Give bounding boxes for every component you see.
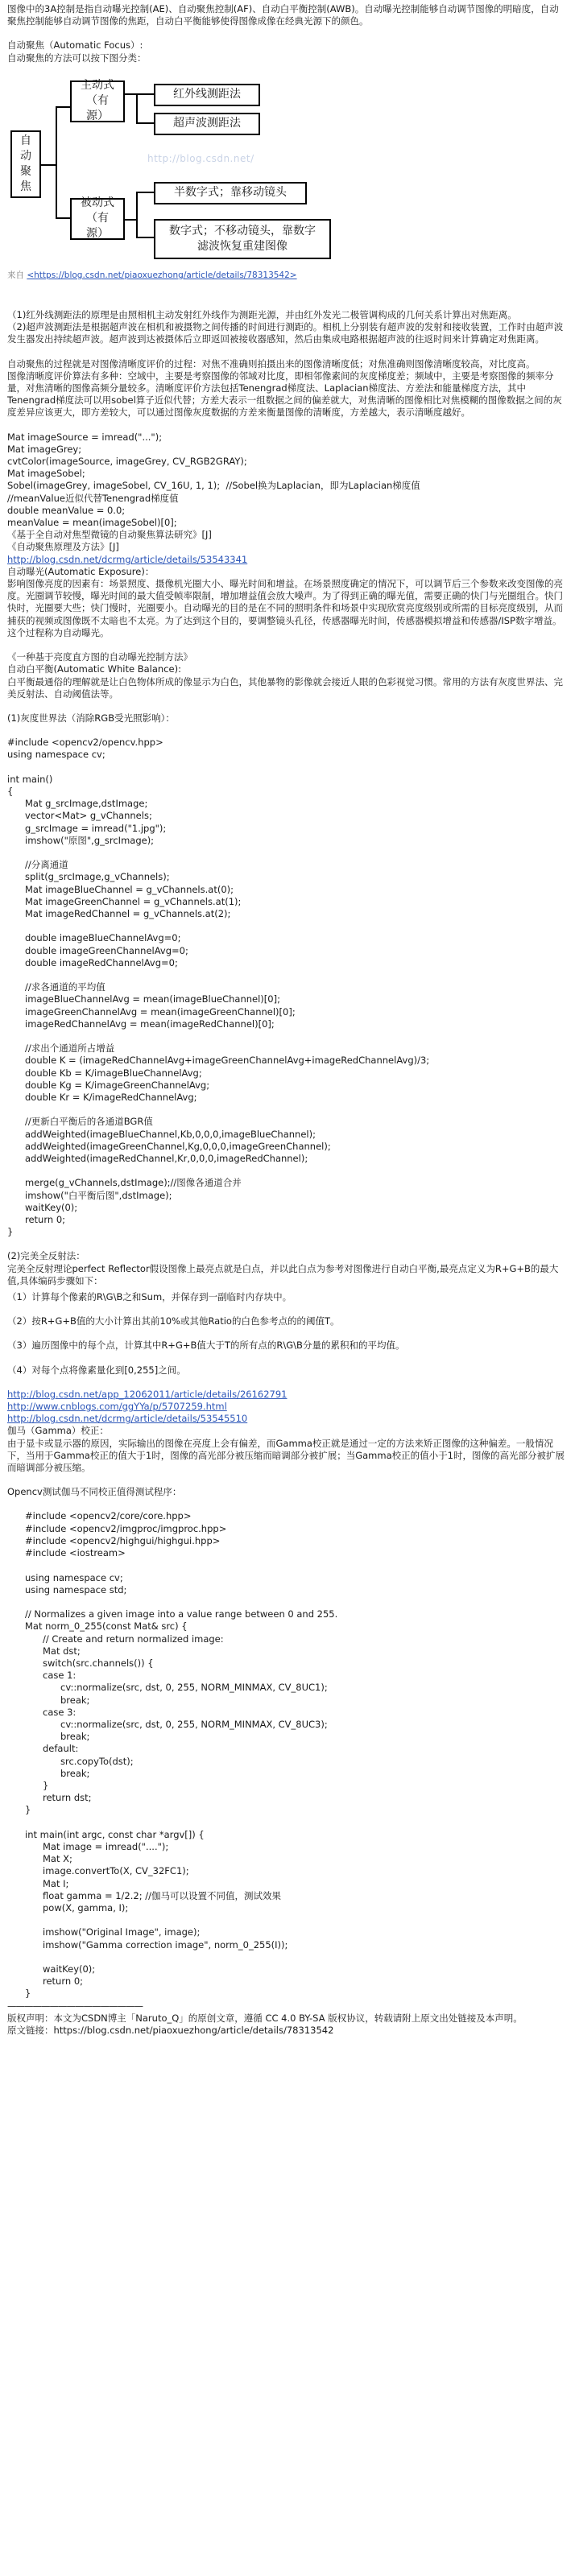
code-line <box>7 1914 568 1926</box>
reference-link[interactable]: http://www.cnblogs.com/ggYYa/p/5707259.html <box>7 1401 227 1413</box>
code-line <box>7 969 568 981</box>
intro-paragraph: 图像中的3A控制是指自动曝光控制(AE)、自动聚焦控制(AF)、自动白平衡控制(AWB)。自动曝光控制能够自动调节图像的明暗度，自动聚焦控制能够自动调节图像的焦距，自动白平衡能够使得图像成像在经典光源下的颜色。 <box>7 3 559 27</box>
code-line: Mat dst; <box>43 1645 81 1657</box>
code-line: Mat imageBlueChannel = g_vChannels.at(0); <box>25 883 234 895</box>
code-line: switch(src.channels()) { <box>43 1657 154 1669</box>
code-line: } <box>7 1226 14 1238</box>
diagram-passive-label: 被动式（有源） <box>81 196 114 241</box>
code-line: default: <box>43 1743 79 1755</box>
diagram-passive-1-box <box>154 182 307 204</box>
code-line: Mat image = imread("...."); <box>43 1840 169 1852</box>
ae-heading: 自动曝光(Automatic Exposure)： <box>7 565 155 577</box>
code-line <box>7 1165 568 1177</box>
code-line: imshow("Gamma correction image", norm_0_255(I)); <box>43 1938 288 1951</box>
diagram-passive-box <box>70 198 125 240</box>
pr-step: （4）对每个点将像素量化到[0,255]之间。 <box>7 1364 186 1376</box>
code-line <box>7 762 568 774</box>
gamma-heading: 伽马（Gamma）校正： <box>7 1425 109 1437</box>
reference-link[interactable]: http://blog.csdn.net/dcrmg/article/details/53545510 <box>7 1413 248 1425</box>
code-line: addWeighted(imageRedChannel,Kr,0,0,0,imageRedChannel); <box>25 1153 308 1165</box>
reference-link[interactable]: http://blog.csdn.net/app_12062011/article/details/26162791 <box>7 1388 288 1400</box>
gamma-paragraph: 由于显卡或显示器的原因，实际输出的图像在亮度上会有偏差，而Gamma校正就是通过一定的方法来矫正图像的这种偏差。一般情况下，当用于Gamma校正的值大于1时，图像的高光部分被压缩而暗调部分被扩展；当Gamma校正的值小于1时，图像的高光部分被扩展而暗调部分被压缩。 <box>7 1437 565 1474</box>
code-line: #include <opencv2/imgproc/imgproc.hpp> <box>25 1522 227 1534</box>
code-line: using namespace cv; <box>7 749 105 761</box>
pr-step: （1）计算每个像素的R\G\B之和Sum，并保存到一副临时内存块中。 <box>7 1291 292 1303</box>
code-line: Sobel(imageGrey, imageSobel, CV_16U, 1, 1); //Sobel换为Laplacian，即为Laplacian梯度值 <box>7 480 420 492</box>
code-line: waitKey(0); <box>25 1201 78 1213</box>
code-line: Mat imageSource = imread("..."); <box>7 431 163 443</box>
code-line: imageRedChannelAvg = mean(imageRedChannel)[0]; <box>25 1018 275 1030</box>
image-af-paragraph: 自动聚焦的过程就是对图像清晰度评价的过程：对焦不准确则拍摄出来的图像清晰度低；对焦准确则图像清晰度较高，对比度高。 <box>7 357 536 369</box>
code-line: //更新白平衡后的各通道BGR值 <box>25 1116 153 1128</box>
code-line: cv::normalize(src, dst, 0, 255, NORM_MINMAX, CV_8UC3); <box>60 1718 328 1730</box>
code-line: using namespace std; <box>25 1583 127 1596</box>
code-line: double K = (imageRedChannelAvg+imageGreenChannelAvg+imageRedChannelAvg)/3; <box>25 1055 430 1067</box>
diagram-passive-2-box <box>154 219 331 259</box>
code-line: split(g_srcImage,g_vChannels); <box>25 871 170 883</box>
diagram-root-label: 自动聚焦 <box>20 134 31 193</box>
code-line: return dst; <box>43 1792 92 1804</box>
code-line <box>7 1104 568 1116</box>
code-line: // Create and return normalized image: <box>43 1633 224 1645</box>
diagram-active-1-label: 红外线测距法 <box>173 88 241 101</box>
code-line: imshow("白平衡后图",dstImage); <box>25 1189 172 1201</box>
af-subtitle: 自动聚焦的方法可以按下图分类： <box>7 52 147 64</box>
original-link-label: 原文链接： <box>7 2025 54 2037</box>
perfect-reflector-paragraph: 完美全反射理论perfect Reflector假设图像上最亮点就是白点，并以此白点为参考对图像进行自动白平衡,最亮点定义为R+G+B的最大值,具体编码步骤如下： <box>7 1262 559 1286</box>
code-line: imshow("原图",g_srcImage); <box>25 834 155 846</box>
code-line: cv::normalize(src, dst, 0, 255, NORM_MINMAX, CV_8UC1); <box>60 1682 328 1694</box>
diagram-passive-2-label: 数字式；不移动镜头，靠数字滤波恢复重建图像 <box>169 224 316 253</box>
code-line: Mat X; <box>43 1853 72 1865</box>
code-line: #include <opencv2/opencv.hpp> <box>7 737 163 749</box>
code-line: double Kr = K/imageRedChannelAvg; <box>25 1092 197 1103</box>
code-line: return 0; <box>43 1975 84 1988</box>
code-line: // Normalizes a given image into a value range between 0 and 255. <box>25 1608 338 1620</box>
code-line: src.copyTo(dst); <box>60 1755 134 1767</box>
code-line: addWeighted(imageBlueChannel,Kb,0,0,0,imageBlueChannel); <box>25 1128 316 1140</box>
code-line: double Kb = K/imageBlueChannelAvg; <box>25 1067 202 1079</box>
code-line: int main(int argc, const char *argv[]) { <box>25 1828 205 1840</box>
code-line: #include <opencv2/highgui/highgui.hpp> <box>25 1534 221 1546</box>
code-line: Mat imageGrey; <box>7 443 82 455</box>
gray-world-code-block <box>7 737 568 1238</box>
diagram-active-label: 主动式（有源） <box>81 79 114 123</box>
code-line: waitKey(0); <box>43 1963 96 1975</box>
perfect-reflector-heading: (2)完美全反射法： <box>7 1250 85 1262</box>
code-line: //分离通道 <box>25 859 68 871</box>
code-line <box>7 1817 568 1829</box>
code-line: pow(X, gamma, I); <box>43 1901 129 1913</box>
diagram-watermark: http://blog.csdn.net/ <box>147 152 254 164</box>
code-line: Mat g_srcImage,dstImage; <box>25 798 148 810</box>
code-line: using namespace cv; <box>25 1571 123 1583</box>
code-line: case 3: <box>43 1706 77 1718</box>
diagram-active-1-box <box>154 84 260 106</box>
diagram-active-2-label: 超声波测距法 <box>173 117 241 130</box>
af-classification-diagram <box>10 69 349 262</box>
gamma-code-block <box>7 1510 568 2000</box>
code-line: double imageRedChannelAvg=0; <box>25 956 178 968</box>
code-line: g_srcImage = imread("1.jpg"); <box>25 822 167 834</box>
ae-reference: 《一种基于亮度直方图的自动曝光控制方法》 <box>7 651 192 663</box>
code-line: imshow("Original Image", image); <box>43 1926 201 1938</box>
ultrasonic-paragraph: （2)超声波测距法是根据超声波在相机和被摄物之间传播的时间进行测距的。相机上分别装有超声波的发射和接收装置，工作时由超声波发生器发出持续超声波。超声波到达被摄体后立即返回被接收器感知，然后由集成电路根据超声波的往返时间来计算确定对焦距离。 <box>7 321 564 345</box>
code-line <box>7 847 568 859</box>
separator: ———————————————— <box>7 2000 143 2012</box>
sharpness-eval-paragraph: 图像清晰度评价算法有多种：空域中，主要是考察图像的邻域对比度，即相邻像素间的灰度梯度差；频域中，主要是考察图像的频率分量，对焦清晰的图像高频分量较多。清晰度评价方法包括Tenengrad梯度法、Laplacian梯度法、方差法和能量梯度方法，其中Tenengrad梯度法可以用sobel算子近似代替；方差大表示一组数据之间的偏差就大，对焦清晰的图像相比对焦模糊的图像数据之间的灰度差异应该更大，即方差较大，可以通过图像灰度数据的方差来衡量图像的清晰度，方差越大，表示清晰度越好。 <box>7 369 562 419</box>
code-line: meanValue = mean(imageSobel)[0]; <box>7 517 177 529</box>
code-line <box>7 1951 568 1963</box>
sobel-code-block <box>7 431 568 530</box>
code-line <box>7 1596 568 1608</box>
code-line: } <box>25 1988 31 2000</box>
code-line: { <box>7 785 14 797</box>
code-line: Mat imageSobel; <box>7 468 85 480</box>
awb-heading: 自动白平衡(Automatic White Balance): <box>7 663 181 675</box>
code-line: merge(g_vChannels,dstImage);//图像各通道合并 <box>25 1177 242 1189</box>
code-line: } <box>43 1779 49 1791</box>
code-line: float gamma = 1/2.2; //伽马可以设置不同值，测试效果 <box>43 1889 281 1901</box>
code-line: break; <box>60 1767 90 1779</box>
ae-paragraph: 影响图像亮度的因素有：场景照度、摄像机光圈大小、曝光时间和增益。在场景照度确定的情况下，可以调节后三个参数来改变图像的亮度。光圈调节较慢，曝光时间的最大值受帧率限制，增加增益值会放大噪声。为了得到正确的曝光值，需要正确的快门与光圈组合。快门快时，光圈要大些；快门慢时，光圈要小。自动曝光的目的是在不同的照明条件和场景中实现欣赏亮度级别或所需的目标亮度级别，从而捕获的视频或图像既不太暗也不太亮。为了达到这个目的，要调整镜头孔径，传感器曝光时间，传感器模拟增益和传感器/ISP数字增益。这个过程称为自动曝光。 <box>7 578 563 638</box>
diagram-active-2-box <box>154 113 260 135</box>
code-line: break; <box>60 1731 90 1743</box>
code-line: #include <iostream> <box>25 1547 126 1559</box>
source-line <box>7 270 568 282</box>
code-line: Mat imageRedChannel = g_vChannels.at(2); <box>25 907 231 919</box>
gamma-intro: Opencv测试伽马不同校正值得测试程序： <box>7 1486 182 1498</box>
code-line: break; <box>60 1694 90 1706</box>
code-line: Mat norm_0_255(const Mat& src) { <box>25 1620 188 1633</box>
af-heading: 自动聚焦（Automatic Focus）: <box>7 39 143 52</box>
reference-1: 《基于全自动对焦型微镜的自动聚焦算法研究》[J] <box>7 529 212 541</box>
source-label: 来自 <box>7 270 24 280</box>
code-line: vector<Mat> g_vChannels; <box>25 810 152 822</box>
awb-paragraph: 白平衡最通俗的理解就是让白色物体所成的像显示为白色，其他暴物的影像就会接近人眼的色彩视觉习惯。常用的方法有灰度世界法、完美反射法、自动阈值法等。 <box>7 675 563 700</box>
code-line: Mat imageGreenChannel = g_vChannels.at(1); <box>25 895 242 907</box>
code-line <box>7 1559 568 1571</box>
code-line: Mat I; <box>43 1877 69 1889</box>
code-line <box>7 920 568 932</box>
code-line: //求出个通道所占增益 <box>25 1042 115 1055</box>
diagram-root-box <box>10 130 41 198</box>
code-line: #include <opencv2/core/core.hpp> <box>25 1510 192 1522</box>
infrared-paragraph: （1)红外线测距法的原理是由照相机主动发射红外线作为测距光源，并由红外发光二极管调构成的几何关系计算出对焦距离。 <box>7 309 517 321</box>
gray-world-heading: (1)灰度世界法（消除RGB受光照影响）： <box>7 712 175 724</box>
code-line: double imageGreenChannelAvg=0; <box>25 944 188 956</box>
code-line: cvtColor(imageSource, imageGrey, CV_RGB2GRAY); <box>7 456 247 468</box>
code-line: //求各通道的平均值 <box>25 981 105 993</box>
original-link-line <box>7 2025 568 2037</box>
reference-2-link[interactable]: http://blog.csdn.net/dcrmg/article/details/53543341 <box>7 553 248 565</box>
code-line: //meanValue近似代替Tenengrad梯度值 <box>7 492 179 504</box>
code-line: imageGreenChannelAvg = mean(imageGreenChannel)[0]; <box>25 1005 296 1018</box>
code-line: double meanValue = 0.0; <box>7 504 126 516</box>
code-line: image.convertTo(X, CV_32FC1); <box>43 1865 189 1877</box>
pr-step: （2）按R+G+B值的大小计算出其前10%或其他Ratio的白色参考点的的阈值T。 <box>7 1315 340 1327</box>
pr-step: （3）遍历图像中的每个点，计算其中R+G+B值大于T的所有点的R\G\B分量的累积和的平均值。 <box>7 1340 405 1352</box>
copyright-notice: 版权声明：本文为CSDN博主「Naruto_Q」的原创文章，遵循 CC 4.0 BY-SA 版权协议，转载请附上原文出处链接及本声明。 <box>7 2012 523 2024</box>
code-line: imageBlueChannelAvg = mean(imageBlueChannel)[0]; <box>25 993 280 1005</box>
code-line: int main() <box>7 773 53 785</box>
source-link[interactable]: <https://blog.csdn.net/piaoxuezhong/article/details/78313542> <box>27 270 297 280</box>
code-line: return 0; <box>25 1214 66 1226</box>
code-line: addWeighted(imageGreenChannel,Kg,0,0,0,imageGreenChannel); <box>25 1140 331 1152</box>
reference-2: 《自动聚焦原理及方法》[J] <box>7 541 119 553</box>
diagram-active-box <box>70 80 125 122</box>
code-line <box>7 1030 568 1042</box>
original-link[interactable]: https://blog.csdn.net/piaoxuezhong/article/details/78313542 <box>53 2025 334 2037</box>
code-line: case 1: <box>43 1670 77 1682</box>
code-line: double imageBlueChannelAvg=0; <box>25 932 181 944</box>
code-line: double Kg = K/imageGreenChannelAvg; <box>25 1079 210 1091</box>
diagram-passive-1-label: 半数字式；靠移动镜头 <box>174 186 287 200</box>
reference-links <box>7 1389 568 1426</box>
code-line: } <box>25 1804 31 1816</box>
